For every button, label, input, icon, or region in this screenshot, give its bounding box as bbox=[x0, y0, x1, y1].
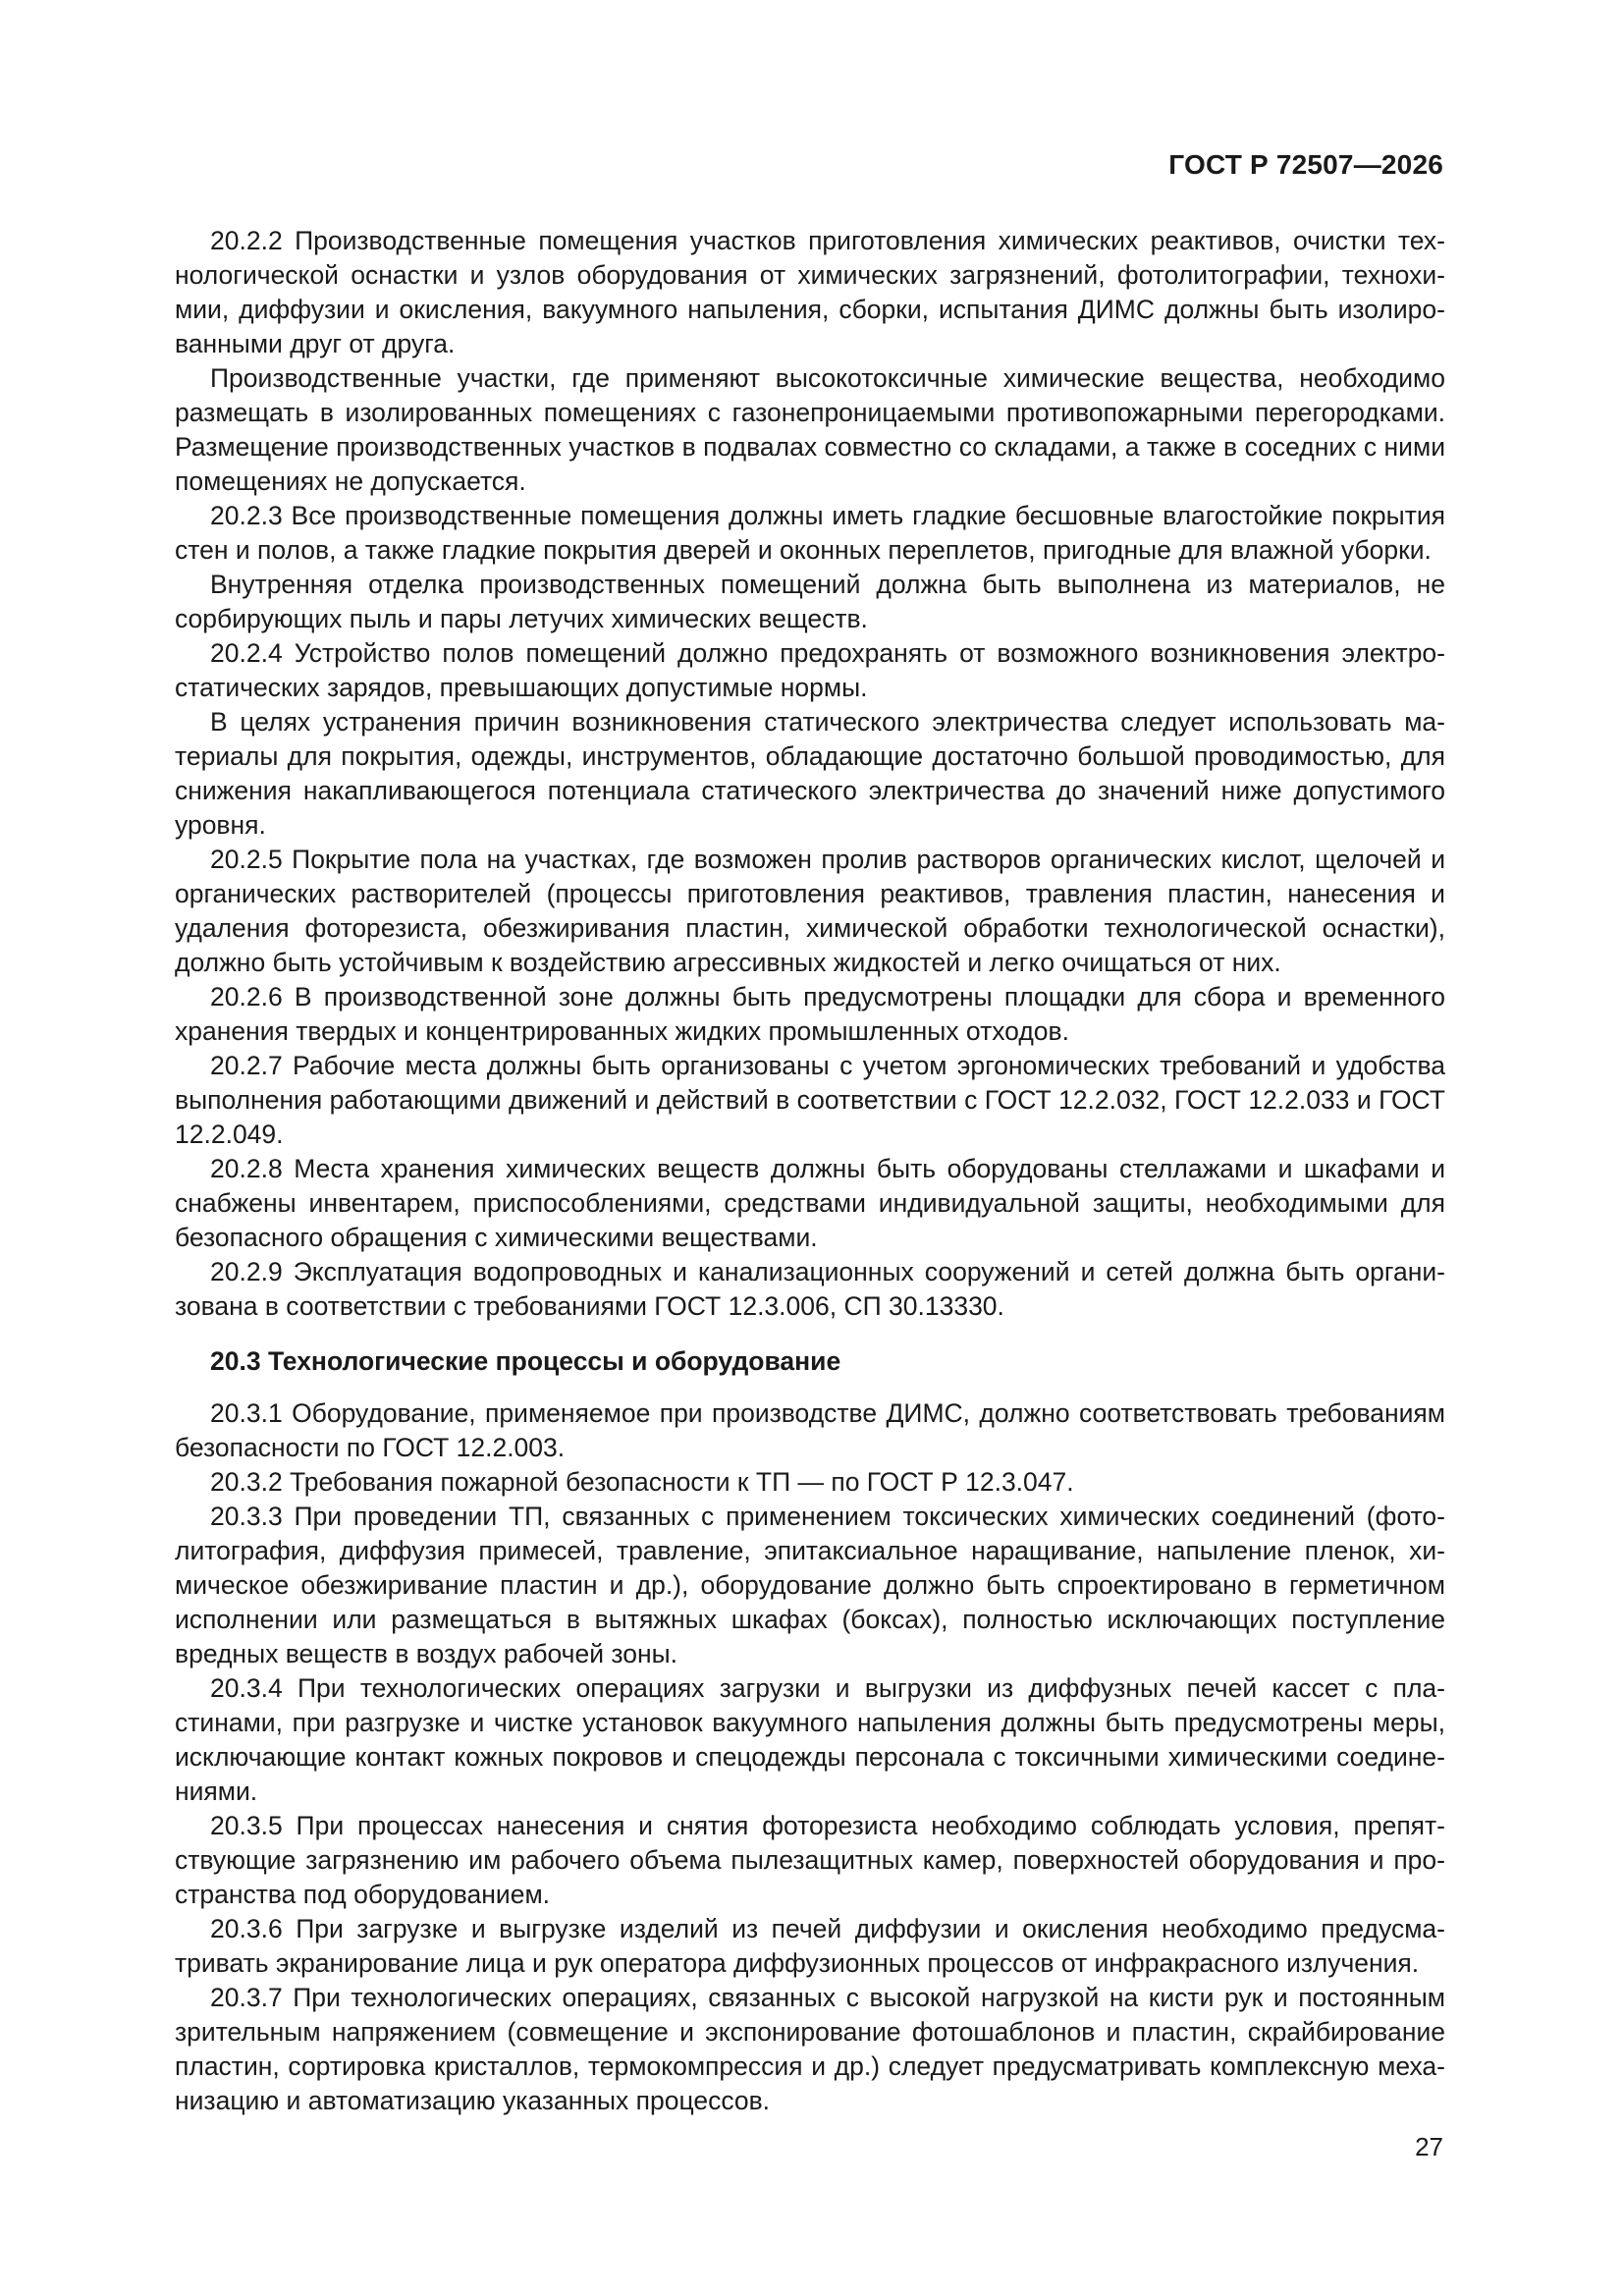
paragraph-20-2-4: 20.2.4 Устройство полов помещений должно предохранять от возможного возникновения электростатических зарядов, превышающих допустимые нормы. bbox=[175, 638, 1445, 702]
page-number: 27 bbox=[1415, 2132, 1443, 2161]
paragraph-20-2-5: 20.2.5 Покрытие пола на участках, где возможен пролив растворов органических кислот, щелочей и органических растворителей (процессы приготовления реактивов, травления пластин, нанесения и удаления фоторезиста, обезжиривания пластин, химической обработки технологической оснастки), должно быть устойчивым к воздействию агрессивных жидкостей и легко очищаться от них. bbox=[175, 845, 1445, 977]
paragraph-20-2-7: 20.2.7 Рабочие места должны быть организованы с учетом эргономических требований и удобства выполнения работающими движений и действий в соответствии с ГОСТ 12.2.032, ГОСТ 12.2.033 и ГОСТ 12.2.049. bbox=[175, 1051, 1445, 1149]
paragraph-20-3-2: 20.3.2 Требования пожарной безопасности к ТП — по ГОСТ Р 12.3.047. bbox=[210, 1467, 1074, 1497]
paragraph-20-3-7: 20.3.7 При технологических операциях, связанных с высокой нагрузкой на кисти рук и постоянным зрительным напряжением (совмещение и экспонирование фотошаблонов и пластин, скрайбирование пластин, сортировка кристаллов, термокомпрессия и др.) следует предусматривать комплексную механизацию и автоматизацию указанных процессов. bbox=[175, 1983, 1445, 2115]
section-title-20-3: 20.3 Технологические процессы и оборудование bbox=[210, 1346, 841, 1376]
paragraph-20-2-3: 20.2.3 Все производственные помещения должны иметь гладкие бесшовные влагостойкие покрытия стен и полов, а также гладкие покрытия дверей и оконных переплетов, пригодные для влажной уборки. bbox=[175, 501, 1445, 565]
paragraph-20-3-1: 20.3.1 Оборудование, применяемое при производстве ДИМС, должно соответствовать требованиям безопасности по ГОСТ 12.2.003. bbox=[175, 1398, 1445, 1462]
paragraph-20-2-8: 20.2.8 Места хранения химических веществ должны быть оборудованы стеллажами и шкафами и снабжены инвентарем, приспособлениями, средствами индивидуальной защиты, необходимыми для безопасного обращения с химическими веществами. bbox=[175, 1154, 1445, 1252]
paragraph-20-2-2: 20.2.2 Производственные помещения участков приготовления химических реактивов, очистки технологической оснастки и узлов оборудования от химических загрязнений, фотолитографии, технохимии, диффузии и окисления, вакуумного напыления, сборки, испытания ДИМС должны быть изолированными друг от друга. bbox=[175, 226, 1445, 358]
paragraph-20-2-3-cont: Внутренняя отделка производственных помещений должна быть выполнена из материалов, не сорбирующих пыль и пары летучих химических веществ. bbox=[175, 570, 1445, 633]
document-body bbox=[175, 224, 1445, 2118]
paragraph-20-3-5: 20.3.5 При процессах нанесения и снятия фоторезиста необходимо соблюдать условия, препятствующие загрязнению им рабочего объема пылезащитных камер, поверхностей оборудования и пространства под оборудованием. bbox=[175, 1811, 1445, 1909]
paragraph-20-3-6: 20.3.6 При загрузке и выгрузке изделий из печей диффузии и окисления необходимо предусматривать экранирование лица и рук оператора диффузионных процессов от инфракрасного излучения. bbox=[175, 1914, 1445, 1978]
paragraph-20-3-4: 20.3.4 При технологических операциях загрузки и выгрузки из диффузных печей кассет с пластинами, при разгрузке и чистке установок вакуумного напыления должны быть предусмотрены меры, исключающие контакт кожных покровов и спецодежды персонала с токсичными химическими соединениями. bbox=[175, 1673, 1445, 1806]
paragraph-20-2-4-cont: В целях устранения причин возникновения статического электричества следует использовать материалы для покрытия, одежды, инструментов, обладающие достаточно большой проводимостью, для снижения накапливающегося потенциала статического электричества до значений ниже допустимого уровня. bbox=[175, 707, 1445, 840]
paragraph-20-2-6: 20.2.6 В производственной зоне должны быть предусмотрены площадки для сбора и временного хранения твердых и концентрированных жидких промышленных отходов. bbox=[175, 982, 1445, 1046]
paragraph-20-3-3: 20.3.3 При проведении ТП, связанных с применением токсических химических соединений (фотолитография, диффузия примесей, травление, эпитаксиальное наращивание, напыление пленок, химическое обезжиривание пластин и др.), оборудование должно быть спроектировано в герметичном исполнении или размещаться в вытяжных шкафах (боксах), полностью исключающих поступление вредных веществ в воздух рабочей зоны. bbox=[175, 1502, 1445, 1668]
paragraph-20-2-2-cont: Производственные участки, где применяют высокотоксичные химические вещества, необходимо размещать в изолированных помещениях с газонепроницаемыми противопожарными перегородками. Размещение производственных участков в подвалах совместно со складами, а также в соседних с ними помещениях не допускается. bbox=[175, 363, 1445, 496]
paragraph-20-2-9: 20.2.9 Эксплуатация водопроводных и канализационных сооружений и сетей должна быть организована в соответствии с требованиями ГОСТ 12.3.006, СП 30.13330. bbox=[175, 1257, 1445, 1321]
document-code-header: ГОСТ Р 72507—2026 bbox=[1168, 149, 1443, 180]
